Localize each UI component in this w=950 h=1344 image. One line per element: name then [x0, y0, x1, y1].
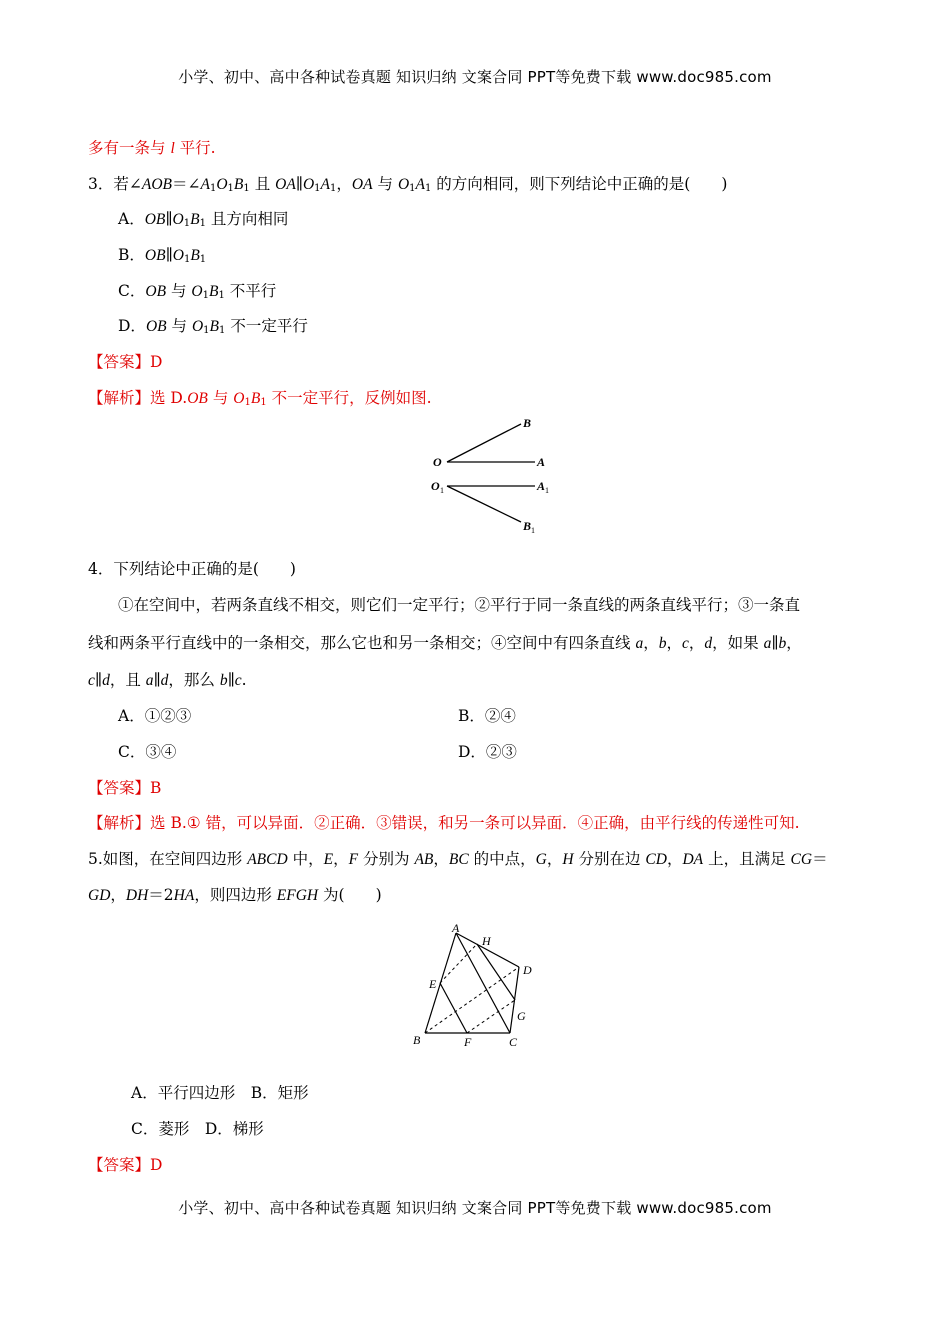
- q4-answer: 【答案】B: [88, 779, 162, 797]
- q4-explanation: 【解析】选 B.① 错，可以异面．②正确．③错误，和另一条可以异面．④正确，由平行线的传递性可知.: [88, 814, 800, 832]
- q3-option-a: A．$OB\parallel O_1B_1$ 且方向相同: [118, 210, 289, 229]
- question-5-line1: 5.如图，在空间四边形 ABCD 中，E，F 分别为 AB，BC 的中点，G，H 分别在边 CD，DA 上，且满足 CG＝: [88, 850, 828, 868]
- page-footer: 小学、初中、高中各种试卷真题 知识归纳 文案合同 PPT等免费下载 www.doc985.com: [178, 1199, 772, 1217]
- spatial-quadrilateral-figure: [405, 918, 545, 1054]
- label-O: O: [433, 455, 442, 469]
- continued-explanation: 多有一条与 l 平行.: [88, 139, 216, 157]
- q4-statement-line2: 线和两条平行直线中的一条相交，那么它也和另一条相交；④空间中有四条直线 a，b，c，d，如果 a∥b，: [88, 634, 802, 652]
- sub-O1: 1: [440, 486, 444, 495]
- label-H: H: [482, 934, 491, 948]
- label-D: D: [523, 963, 532, 977]
- q4-option-d: D．②③: [458, 743, 517, 761]
- label-G: G: [517, 1009, 526, 1023]
- question-3: 3．若$\angle AOB=\angle A_1O_1B_1$ 且 $OA\parallel O_1A_1$，OA 与 $O_1A_1$ 的方向相同，则下列结论中正确的是( ): [88, 175, 728, 194]
- q3-answer: 【答案】D: [88, 353, 163, 371]
- label-A: A: [537, 455, 546, 469]
- question-4: 4．下列结论中正确的是( ): [88, 560, 296, 578]
- label-F: F: [464, 1035, 472, 1049]
- label-A: A: [452, 921, 460, 935]
- q5-options-cd: C．菱形 D．梯形: [131, 1120, 264, 1138]
- label-B: B: [413, 1033, 421, 1047]
- angle-counterexample-figure: [425, 410, 565, 540]
- q3-explanation: 【解析】选 D.OB 与 $O_1B_1$ 不一定平行，反例如图.: [88, 389, 432, 408]
- page-header: 小学、初中、高中各种试卷真题 知识归纳 文案合同 PPT等免费下载 www.doc985.com: [178, 68, 772, 86]
- sub-B1: 1: [531, 526, 535, 535]
- q5-options-ab: A．平行四边形 B．矩形: [131, 1084, 309, 1102]
- question-5-line2: GD，DH＝2HA，则四边形 EFGH 为( ): [88, 886, 382, 904]
- label-B1: B: [523, 519, 532, 533]
- label-C: C: [509, 1035, 518, 1049]
- label-A1: A: [537, 479, 546, 493]
- q4-statement-line3: c∥d，且 a∥d，那么 b∥c.: [88, 671, 247, 689]
- q4-option-b: B．②④: [458, 707, 516, 725]
- label-O1: O: [431, 479, 440, 493]
- q4-option-c: C．③④: [118, 743, 177, 761]
- q3-option-c: C．OB 与 $O_1B_1$ 不平行: [118, 282, 277, 301]
- label-E: E: [429, 977, 437, 991]
- q4-option-a: A．①②③: [118, 707, 192, 725]
- label-B: B: [523, 416, 532, 430]
- q3-option-b: B．$OB\parallel O_1B_1$: [118, 246, 207, 265]
- q4-statement-line1: ①在空间中，若两条直线不相交，则它们一定平行；②平行于同一条直线的两条直线平行；③一条直: [118, 596, 801, 614]
- q5-answer: 【答案】D: [88, 1156, 163, 1174]
- sub-A1: 1: [545, 486, 549, 495]
- q3-option-d: D．OB 与 $O_1B_1$ 不一定平行: [118, 317, 308, 336]
